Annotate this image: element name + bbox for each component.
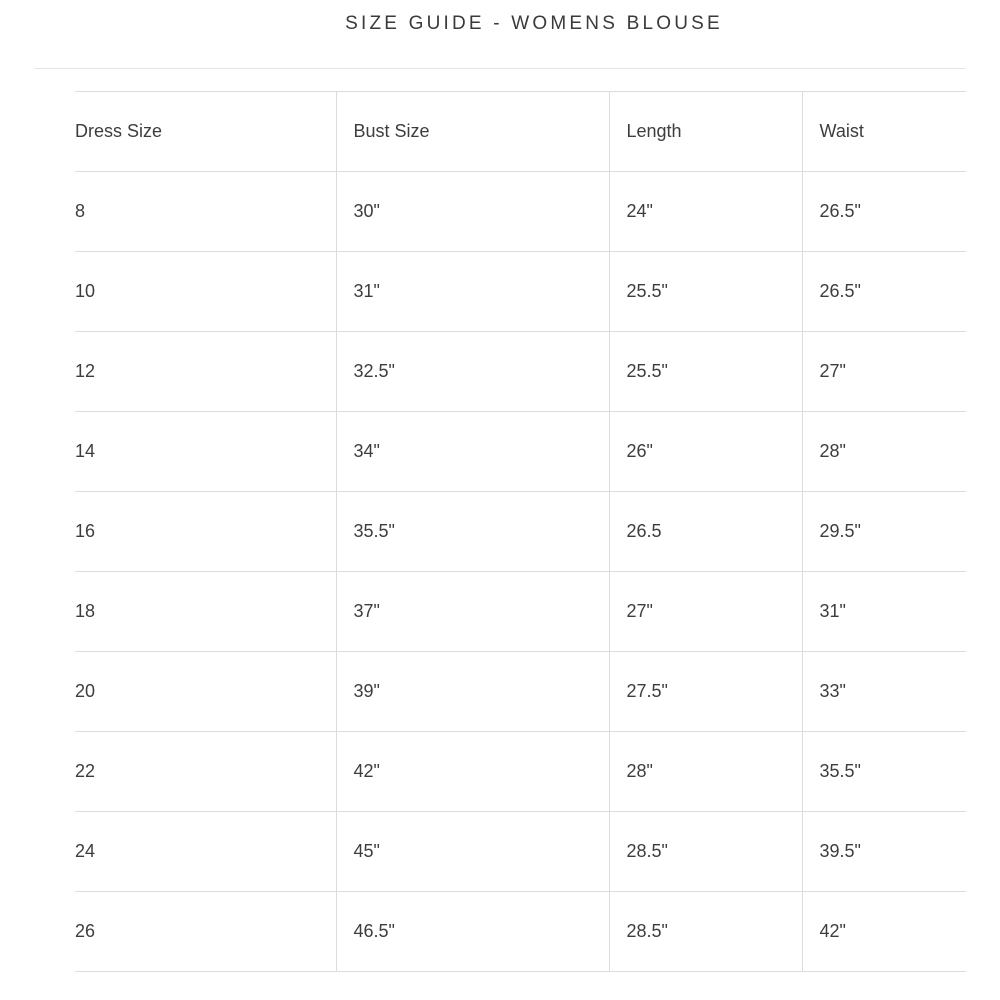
cell-dress-size: 14 xyxy=(75,412,336,492)
cell-dress-size: 16 xyxy=(75,492,336,572)
cell-waist: 33" xyxy=(802,652,966,732)
cell-waist: 35.5" xyxy=(802,732,966,812)
cell-dress-size: 20 xyxy=(75,652,336,732)
cell-dress-size: 22 xyxy=(75,732,336,812)
cell-length: 28.5" xyxy=(609,892,802,972)
cell-bust-size: 42" xyxy=(336,732,609,812)
cell-length: 27.5" xyxy=(609,652,802,732)
table-row xyxy=(75,732,966,812)
table-body xyxy=(75,172,966,972)
cell-bust-size: 46.5" xyxy=(336,892,609,972)
cell-waist: 27" xyxy=(802,332,966,412)
cell-length: 27" xyxy=(609,572,802,652)
cell-bust-size: 30" xyxy=(336,172,609,252)
table-row xyxy=(75,652,966,732)
cell-dress-size: 12 xyxy=(75,332,336,412)
table-row xyxy=(75,252,966,332)
table-row xyxy=(75,172,966,252)
header-waist: Waist xyxy=(802,92,966,172)
cell-dress-size: 18 xyxy=(75,572,336,652)
header-dress-size: Dress Size xyxy=(75,92,336,172)
cell-waist: 28" xyxy=(802,412,966,492)
cell-bust-size: 34" xyxy=(336,412,609,492)
title-divider xyxy=(34,68,966,69)
table-row xyxy=(75,572,966,652)
cell-waist: 29.5" xyxy=(802,492,966,572)
size-guide-table xyxy=(75,91,966,972)
cell-dress-size: 24 xyxy=(75,812,336,892)
cell-length: 26.5 xyxy=(609,492,802,572)
cell-length: 28.5" xyxy=(609,812,802,892)
cell-length: 24" xyxy=(609,172,802,252)
cell-waist: 26.5" xyxy=(802,172,966,252)
cell-waist: 26.5" xyxy=(802,252,966,332)
cell-length: 26" xyxy=(609,412,802,492)
table-row xyxy=(75,892,966,972)
cell-bust-size: 37" xyxy=(336,572,609,652)
cell-bust-size: 45" xyxy=(336,812,609,892)
cell-bust-size: 39" xyxy=(336,652,609,732)
cell-waist: 39.5" xyxy=(802,812,966,892)
table-header-row xyxy=(75,92,966,172)
cell-dress-size: 26 xyxy=(75,892,336,972)
cell-dress-size: 8 xyxy=(75,172,336,252)
cell-waist: 42" xyxy=(802,892,966,972)
page-title: SIZE GUIDE - WOMENS BLOUSE xyxy=(345,13,723,34)
header-bust-size: Bust Size xyxy=(336,92,609,172)
cell-bust-size: 31" xyxy=(336,252,609,332)
cell-dress-size: 10 xyxy=(75,252,336,332)
table-row xyxy=(75,332,966,412)
cell-length: 28" xyxy=(609,732,802,812)
cell-bust-size: 32.5" xyxy=(336,332,609,412)
table-header xyxy=(75,92,966,172)
cell-length: 25.5" xyxy=(609,252,802,332)
cell-waist: 31" xyxy=(802,572,966,652)
cell-bust-size: 35.5" xyxy=(336,492,609,572)
table-row xyxy=(75,492,966,572)
cell-length: 25.5" xyxy=(609,332,802,412)
table-row xyxy=(75,412,966,492)
header-length: Length xyxy=(609,92,802,172)
table-row xyxy=(75,812,966,892)
